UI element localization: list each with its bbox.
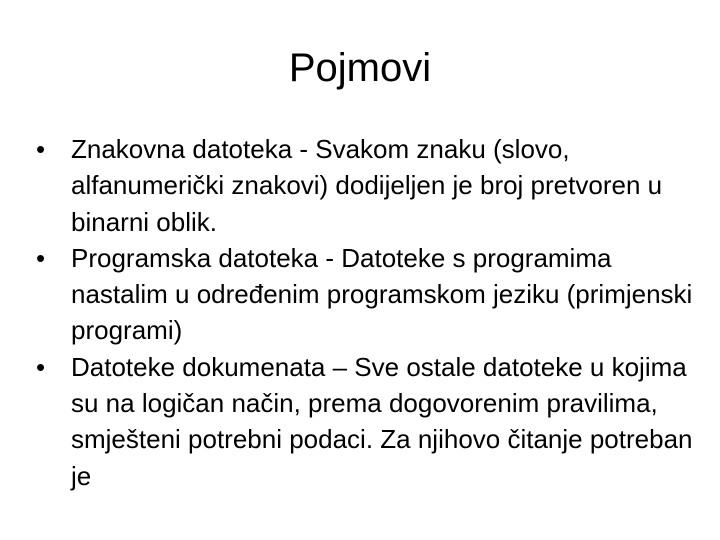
bullet-text: Programska datoteka - Datoteke s programima nastalim u određenim programskom jeziku (primjenski programi) [71, 242, 693, 346]
bullet-icon: • [36, 351, 46, 382]
bullet-item [36, 349, 696, 494]
slide-title: Pojmovi [288, 46, 432, 90]
bullet-list [36, 131, 696, 494]
bullet-item [36, 131, 696, 240]
bullet-icon: • [36, 134, 46, 164]
bullet-text: Datoteke dokumenata – Sve ostale datoteke u kojima su na logičan način, prema dogovorenim pravilima, smješteni potrebni podaci. Za njihovo čitanje potreban je [71, 351, 693, 491]
bullet-text: Znakovna datoteka - Svakom znaku (slovo, alfanumerički znakovi) dodijeljen je broj pretvoren u binarni oblik. [71, 134, 663, 237]
bullet-icon: • [36, 242, 46, 273]
bullet-item [36, 240, 696, 349]
